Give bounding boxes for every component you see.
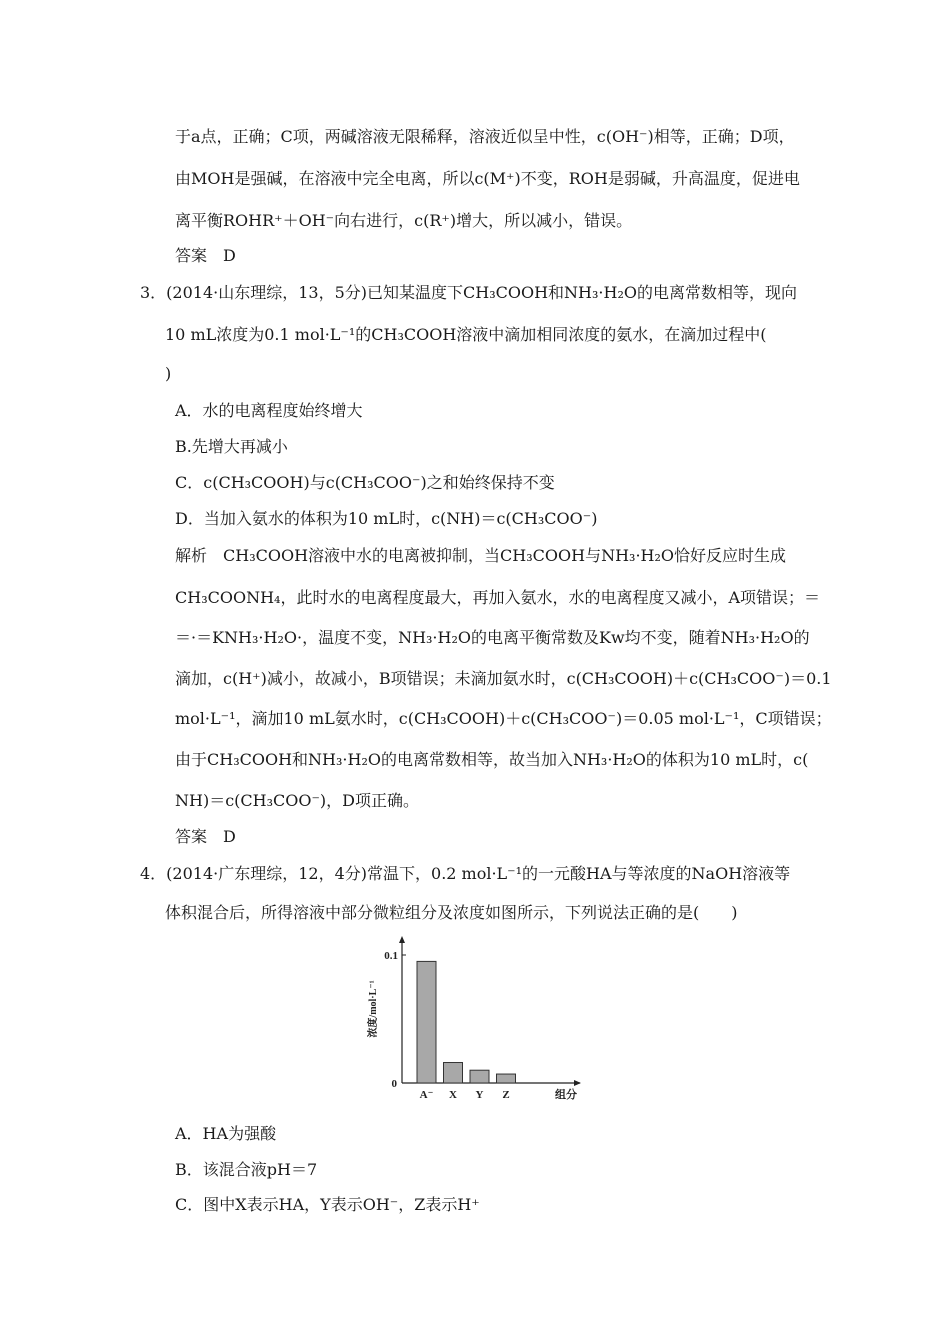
option-a: A．HA为强酸 bbox=[175, 1124, 277, 1143]
option-a: A．水的电离程度始终增大 bbox=[175, 401, 363, 420]
answer-label: 答案 D bbox=[175, 246, 236, 265]
option-c: C．c(CH₃COOH)与c(CH₃COO⁻)之和始终保持不变 bbox=[175, 473, 555, 492]
text-line: 由MOH是强碱，在溶液中完全电离，所以c(M⁺)不变，ROH是弱碱，升高温度，促进电 bbox=[175, 169, 800, 188]
analysis-line: mol·L⁻¹，滴加10 mL氨水时，c(CH₃COOH)＋c(CH₃COO⁻)＝0.05 mol·L⁻¹，C项错误； bbox=[175, 709, 832, 728]
analysis-line: ＝·＝KNH₃·H₂O·，温度不变，NH₃·H₂O的电离平衡常数及Kw均不变，随着NH₃·H₂O的 bbox=[175, 628, 810, 647]
x-category-label: Y bbox=[475, 1089, 484, 1101]
y-axis-label: 浓度/mol·L⁻¹ bbox=[368, 980, 379, 1038]
analysis-line: 解析 CH₃COOH溶液中水的电离被抑制，当CH₃COOH与NH₃·H₂O恰好反应时生成 bbox=[175, 546, 787, 565]
y-tick-label: 0 bbox=[391, 1078, 397, 1090]
text-line: 于a点，正确；C项，两碱溶液无限稀释，溶液近似呈中性，c(OH⁻)相等，正确；D项， bbox=[175, 127, 795, 146]
option-d: D．当加入氨水的体积为10 mL时，c(NH)＝c(CH₃COO⁻) bbox=[175, 509, 598, 528]
chart-bars bbox=[417, 961, 516, 1083]
text-line: 体积混合后，所得溶液中部分微粒组分及浓度如图所示，下列说法正确的是( ) bbox=[165, 903, 738, 922]
x-category-label: A⁻ bbox=[419, 1089, 434, 1101]
x-axis-arrow-icon bbox=[574, 1080, 581, 1086]
text-line: 10 mL浓度为0.1 mol·L⁻¹的CH₃COOH溶液中滴加相同浓度的氨水，在滴加过程中( bbox=[165, 325, 767, 344]
analysis-line: CH₃COONH₄，此时水的电离程度最大，再加入氨水，水的电离程度又减小，A项错误；＝ bbox=[175, 588, 821, 607]
x-category-label: Z bbox=[502, 1089, 510, 1101]
y-tick-label: 0.1 bbox=[384, 950, 398, 962]
option-b: B．该混合液pH＝7 bbox=[175, 1160, 318, 1179]
option-c: C．图中X表示HA，Y表示OH⁻，Z表示H⁺ bbox=[175, 1195, 480, 1214]
x-category-label: X bbox=[449, 1089, 457, 1101]
x-axis-label: 组分 bbox=[555, 1089, 577, 1101]
bar-1 bbox=[444, 1063, 463, 1083]
analysis-line: 滴加，c(H⁺)减小，故减小，B项错误；未滴加氨水时，c(CH₃COOH)＋c(CH₃COO⁻)＝0.1 bbox=[175, 669, 832, 688]
text-line: ) bbox=[165, 364, 172, 383]
concentration-bar-chart bbox=[360, 930, 600, 1105]
text-line: 离平衡ROHR⁺＋OH⁻向右进行，c(R⁺)增大，所以减小，错误。 bbox=[175, 211, 633, 230]
analysis-line: NH)＝c(CH₃COO⁻)，D项正确。 bbox=[175, 791, 420, 810]
analysis-line: 由于CH₃COOH和NH₃·H₂O的电离常数相等，故当加入NH₃·H₂O的体积为10 mL时，c( bbox=[175, 750, 809, 769]
bar-0 bbox=[417, 961, 436, 1083]
answer-label: 答案 D bbox=[175, 827, 236, 846]
option-b: B.先增大再减小 bbox=[175, 437, 288, 456]
bar-2 bbox=[470, 1070, 489, 1083]
question-4: 4．(2014·广东理综，12，4分)常温下，0.2 mol·L⁻¹的一元酸HA与等浓度的NaOH溶液等 bbox=[140, 864, 791, 883]
y-axis-arrow-icon bbox=[399, 936, 405, 943]
question-3: 3．(2014·山东理综，13，5分)已知某温度下CH₃COOH和NH₃·H₂O的电离常数相等，现向 bbox=[140, 283, 797, 302]
bar-3 bbox=[497, 1074, 516, 1083]
